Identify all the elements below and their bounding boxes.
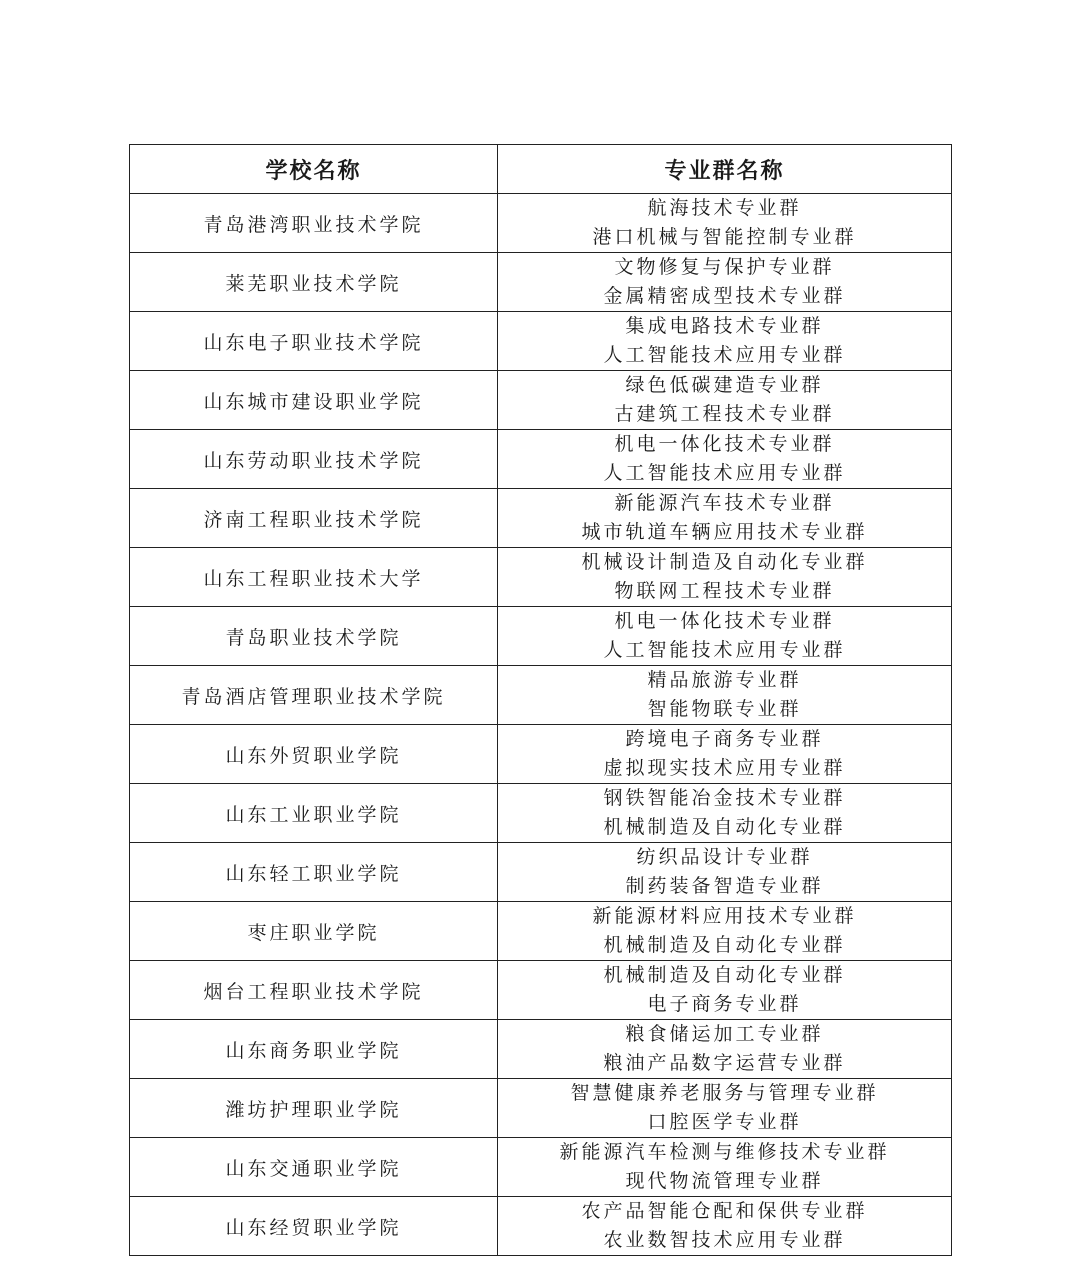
school-name: 青岛港湾职业技术学院 <box>203 213 424 236</box>
table-row <box>130 371 952 430</box>
school-name: 烟台工程职业技术学院 <box>203 980 424 1003</box>
school-cell <box>130 961 498 1020</box>
program-group: 粮油产品数字运营专业群 <box>603 1052 846 1074</box>
school-cell <box>130 548 498 607</box>
program-group: 口腔医学专业群 <box>647 1111 802 1133</box>
school-name: 青岛职业技术学院 <box>225 626 402 649</box>
program-group: 纺织品设计专业群 <box>636 846 813 868</box>
school-name: 山东劳动职业技术学院 <box>203 449 424 472</box>
school-name: 山东经贸职业学院 <box>225 1216 402 1239</box>
school-name: 山东城市建设职业学院 <box>203 390 424 413</box>
groups-cell <box>498 1020 952 1079</box>
groups-cell <box>498 1138 952 1197</box>
program-group: 人工智能技术应用专业群 <box>603 462 846 484</box>
groups-cell <box>498 961 952 1020</box>
table-row <box>130 902 952 961</box>
program-group: 粮食储运加工专业群 <box>625 1023 824 1045</box>
groups-cell <box>498 902 952 961</box>
school-name: 莱芜职业技术学院 <box>225 272 402 295</box>
groups-cell <box>498 1197 952 1256</box>
groups-cell <box>498 489 952 548</box>
program-group: 人工智能技术应用专业群 <box>603 344 846 366</box>
program-group: 新能源材料应用技术专业群 <box>592 905 857 927</box>
program-group: 智能物联专业群 <box>647 698 802 720</box>
groups-cell <box>498 312 952 371</box>
program-group: 农业数智技术应用专业群 <box>603 1229 846 1251</box>
program-group: 机械设计制造及自动化专业群 <box>581 551 868 573</box>
groups-cell <box>498 430 952 489</box>
header-school-name: 学校名称 <box>130 145 498 194</box>
school-cell <box>130 489 498 548</box>
school-cell <box>130 1020 498 1079</box>
groups-cell <box>498 666 952 725</box>
program-group: 机电一体化技术专业群 <box>614 433 835 455</box>
table-row <box>130 253 952 312</box>
school-name: 青岛酒店管理职业技术学院 <box>181 685 446 708</box>
school-program-table <box>129 144 952 1256</box>
table-row <box>130 1197 952 1256</box>
program-group: 机械制造及自动化专业群 <box>603 816 846 838</box>
program-group: 跨境电子商务专业群 <box>625 728 824 750</box>
school-cell <box>130 1138 498 1197</box>
program-group: 精品旅游专业群 <box>647 669 802 691</box>
table-row <box>130 1079 952 1138</box>
school-name: 山东电子职业技术学院 <box>203 331 424 354</box>
groups-cell <box>498 1079 952 1138</box>
school-cell <box>130 1079 498 1138</box>
table-row <box>130 843 952 902</box>
school-cell <box>130 725 498 784</box>
table-row <box>130 784 952 843</box>
school-cell <box>130 312 498 371</box>
table-row <box>130 666 952 725</box>
program-group: 物联网工程技术专业群 <box>614 580 835 602</box>
groups-cell <box>498 548 952 607</box>
school-name: 枣庄职业学院 <box>247 921 380 944</box>
program-group: 人工智能技术应用专业群 <box>603 639 846 661</box>
program-group: 机械制造及自动化专业群 <box>603 964 846 986</box>
table-row <box>130 312 952 371</box>
header-program-group-name: 专业群名称 <box>498 145 952 194</box>
school-name: 山东外贸职业学院 <box>225 744 402 767</box>
table-row <box>130 430 952 489</box>
table-row <box>130 1020 952 1079</box>
program-group: 绿色低碳建造专业群 <box>625 374 824 396</box>
groups-cell <box>498 253 952 312</box>
school-cell <box>130 784 498 843</box>
school-name: 山东商务职业学院 <box>225 1039 402 1062</box>
groups-cell <box>498 194 952 253</box>
document-page <box>129 144 951 1256</box>
school-cell <box>130 253 498 312</box>
school-name: 山东交通职业学院 <box>225 1157 402 1180</box>
groups-cell <box>498 607 952 666</box>
table-header-row <box>130 145 952 194</box>
program-group: 港口机械与智能控制专业群 <box>592 226 857 248</box>
program-group: 古建筑工程技术专业群 <box>614 403 835 425</box>
school-cell <box>130 843 498 902</box>
program-group: 现代物流管理专业群 <box>625 1170 824 1192</box>
school-cell <box>130 607 498 666</box>
school-name: 济南工程职业技术学院 <box>203 508 424 531</box>
program-group: 城市轨道车辆应用技术专业群 <box>581 521 868 543</box>
table-row <box>130 961 952 1020</box>
school-cell <box>130 371 498 430</box>
program-group: 集成电路技术专业群 <box>625 315 824 337</box>
school-name: 山东工程职业技术大学 <box>203 567 424 590</box>
school-name: 山东工业职业学院 <box>225 803 402 826</box>
table-body <box>130 194 952 1256</box>
table-row <box>130 725 952 784</box>
school-cell <box>130 194 498 253</box>
table-row <box>130 548 952 607</box>
groups-cell <box>498 371 952 430</box>
program-group: 新能源汽车技术专业群 <box>614 492 835 514</box>
school-cell <box>130 666 498 725</box>
groups-cell <box>498 725 952 784</box>
school-cell <box>130 902 498 961</box>
program-group: 航海技术专业群 <box>647 197 802 219</box>
table-row <box>130 194 952 253</box>
school-cell <box>130 430 498 489</box>
school-name: 潍坊护理职业学院 <box>225 1098 402 1121</box>
table-row <box>130 607 952 666</box>
program-group: 智慧健康养老服务与管理专业群 <box>570 1082 879 1104</box>
program-group: 机电一体化技术专业群 <box>614 610 835 632</box>
program-group: 钢铁智能冶金技术专业群 <box>603 787 846 809</box>
program-group: 文物修复与保护专业群 <box>614 256 835 278</box>
program-group: 虚拟现实技术应用专业群 <box>603 757 846 779</box>
program-group: 机械制造及自动化专业群 <box>603 934 846 956</box>
program-group: 新能源汽车检测与维修技术专业群 <box>559 1141 890 1163</box>
program-group: 金属精密成型技术专业群 <box>603 285 846 307</box>
school-cell <box>130 1197 498 1256</box>
groups-cell <box>498 784 952 843</box>
program-group: 电子商务专业群 <box>647 993 802 1015</box>
school-name: 山东轻工职业学院 <box>225 862 402 885</box>
groups-cell <box>498 843 952 902</box>
program-group: 制药装备智造专业群 <box>625 875 824 897</box>
table-row <box>130 1138 952 1197</box>
table-row <box>130 489 952 548</box>
program-group: 农产品智能仓配和保供专业群 <box>581 1200 868 1222</box>
